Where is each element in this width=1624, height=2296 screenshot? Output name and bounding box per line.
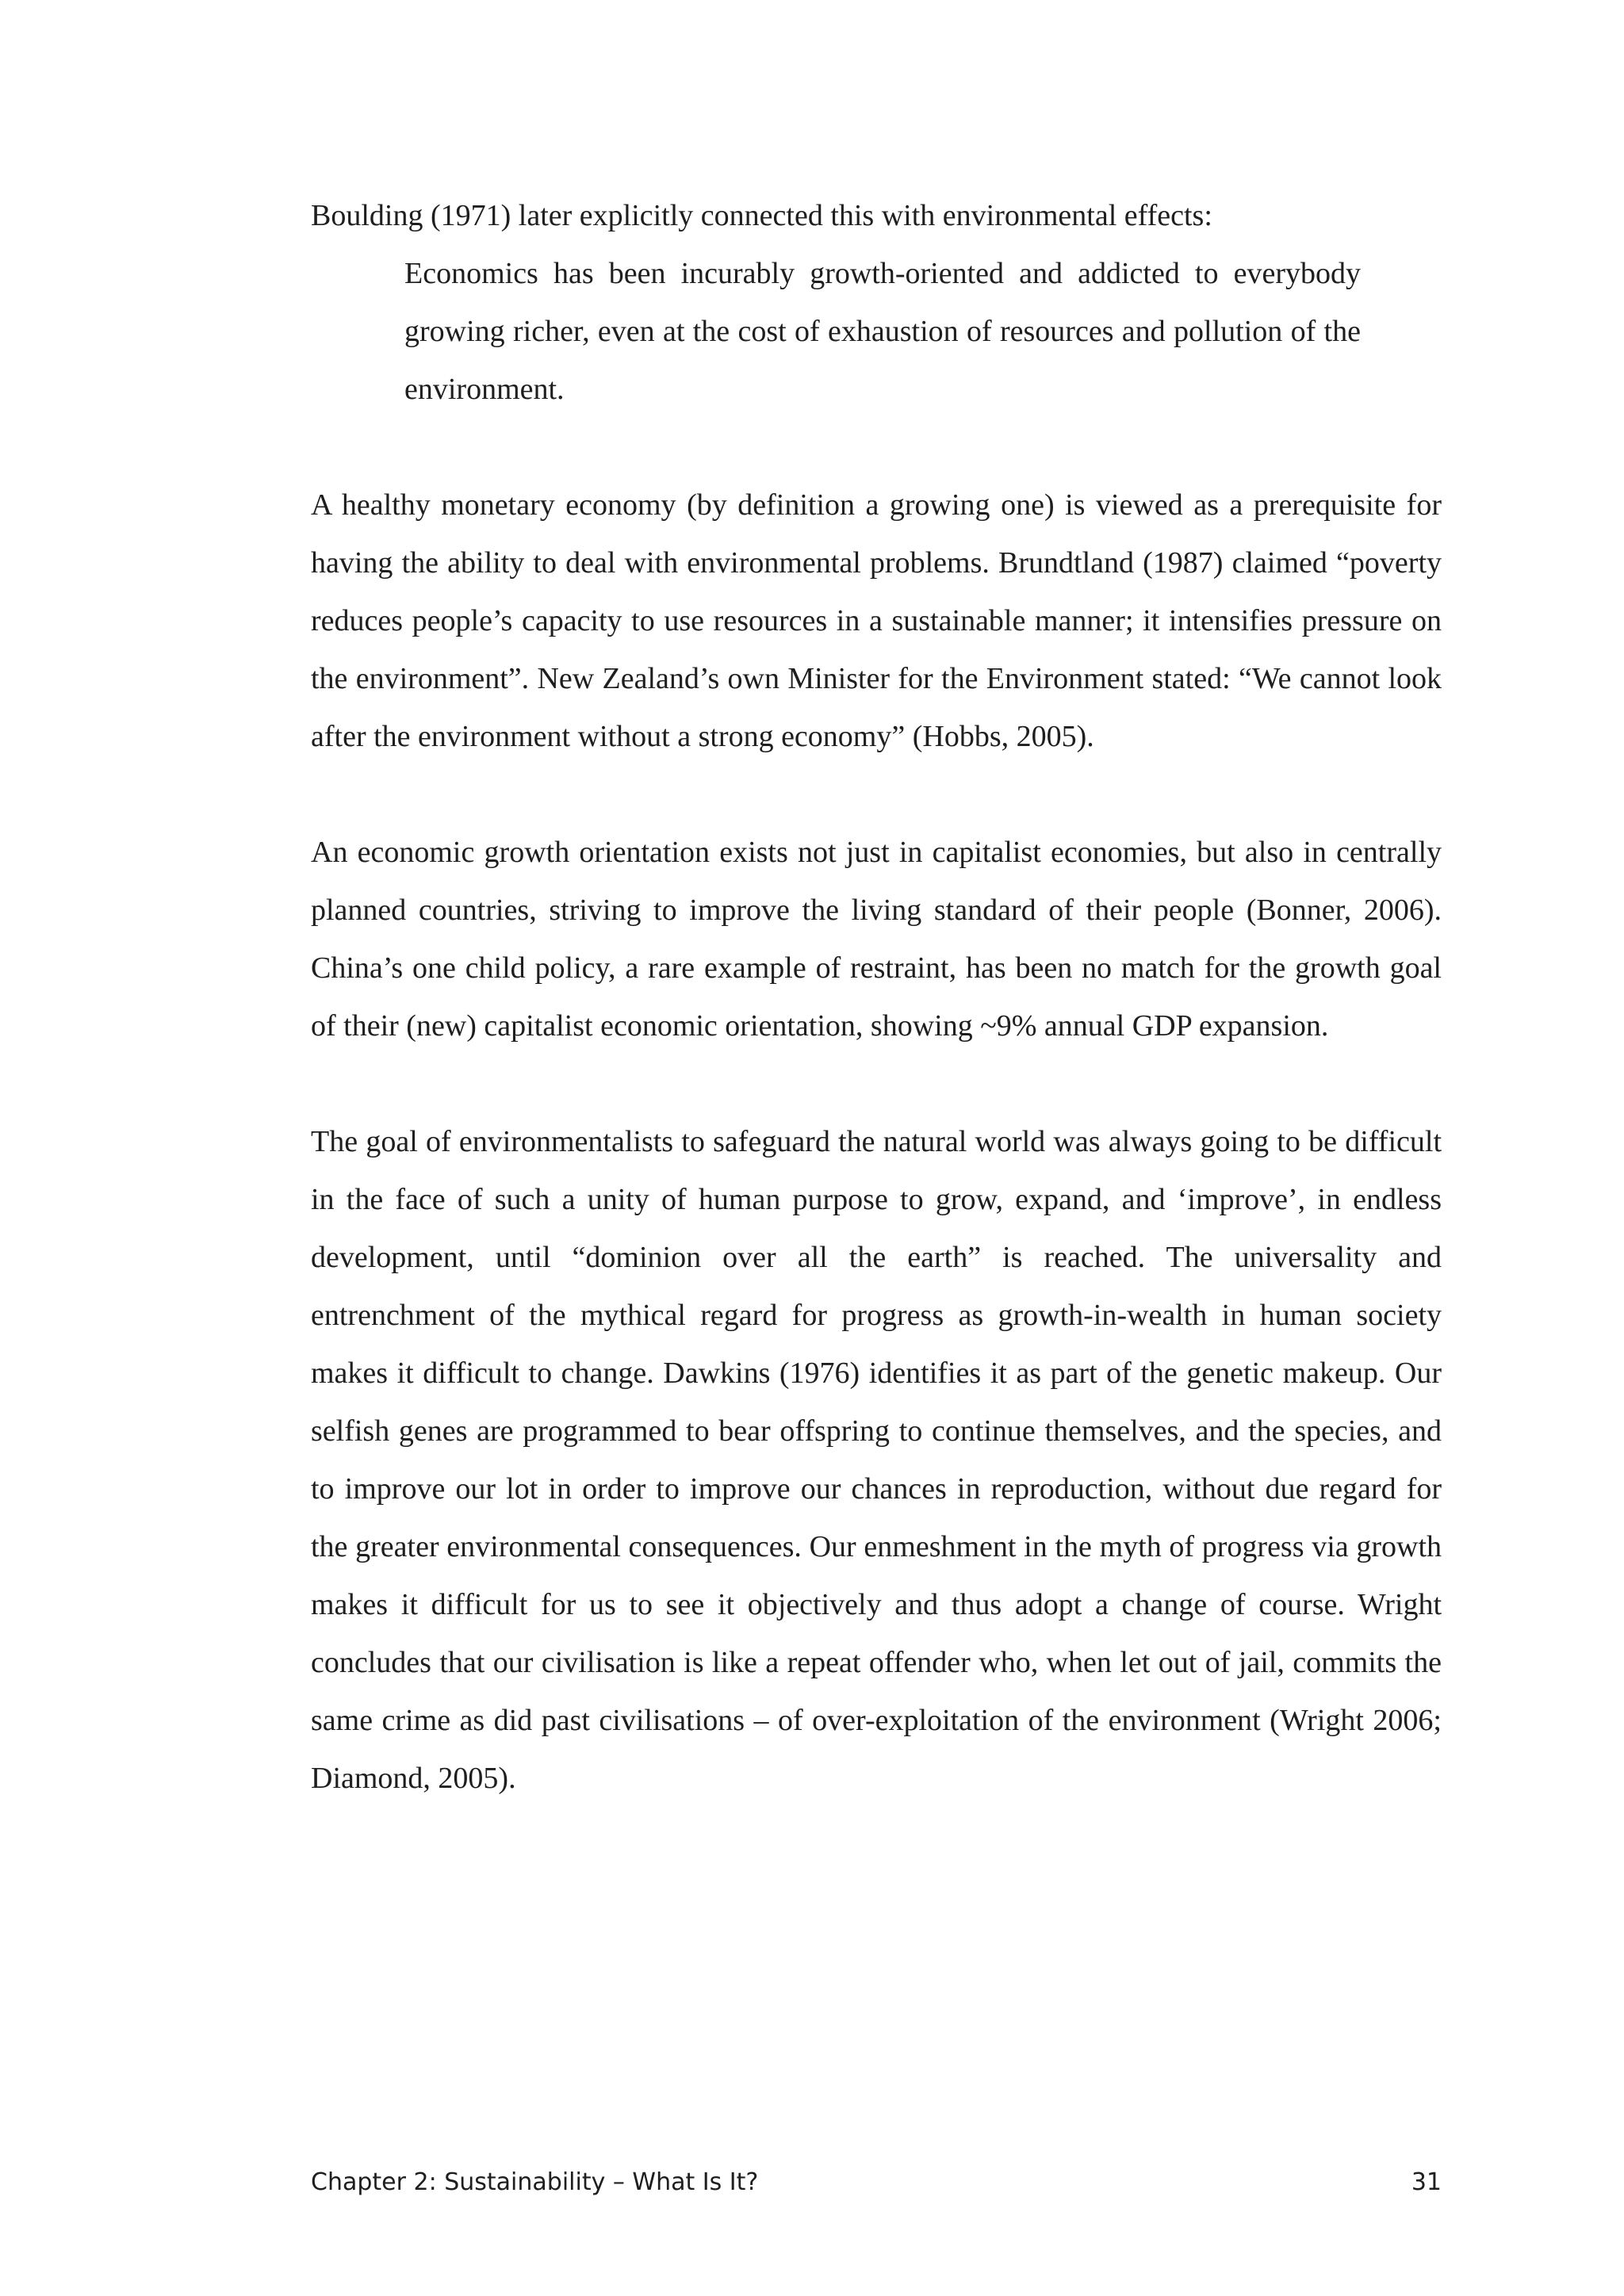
footer-chapter-title: Chapter 2: Sustainability – What Is It? bbox=[311, 2168, 759, 2196]
page-number: 31 bbox=[1411, 2168, 1442, 2196]
paragraph-growth-orientation: An economic growth orientation exists not just in capitalist economies, but also in centrally planned countries, striving to improve the living standard of their people (Bonner, 2006). China’s one child policy, a rare example of restraint, has been no match for the growth goal of their (new) capitalist economic orientation, showing ~9% annual GDP expansion. bbox=[311, 836, 1442, 1043]
intro-paragraph: Boulding (1971) later explicitly connected this with environmental effects: bbox=[311, 199, 1212, 232]
paragraph-economy: A healthy monetary economy (by definition a growing one) is viewed as a prerequisite for having the ability to deal with environmental problems. Brundtland (1987) claimed “poverty reduces people’s capacity to use resources in a sustainable manner; it intensifies pressure on the environment”. New Zealand’s own Minister for the Environment stated: “We cannot look after the environment without a strong economy” (Hobbs, 2005). bbox=[311, 488, 1442, 753]
block-quote: Economics has been incurably growth-oriented and addicted to everybody growing richer, even at the cost of exhaustion of resources and pollution of the environment. bbox=[404, 257, 1361, 406]
page-footer bbox=[311, 2163, 1442, 2202]
body-text bbox=[311, 187, 1442, 1808]
paragraph-environmentalists: The goal of environmentalists to safeguard the natural world was always going to be difficult in the face of such a unity of human purpose to grow, expand, and ‘improve’, in endless development, until “dominion over all the earth” is reached. The universality and entrenchment of the mythical regard for progress as growth-in-wealth in human society makes it difficult to change. Dawkins (1976) identifies it as part of the genetic makeup. Our selfish genes are programmed to bear offspring to continue themselves, and the species, and to improve our lot in order to improve our chances in reproduction, without due regard for the greater environmental consequences. Our enmeshment in the myth of progress via growth makes it difficult for us to see it objectively and thus adopt a change of course. Wright concludes that our civilisation is like a repeat offender who, when let out of jail, commits the same crime as did past civilisations – of over-exploitation of the environment (Wright 2006; Diamond, 2005). bbox=[311, 1125, 1442, 1795]
